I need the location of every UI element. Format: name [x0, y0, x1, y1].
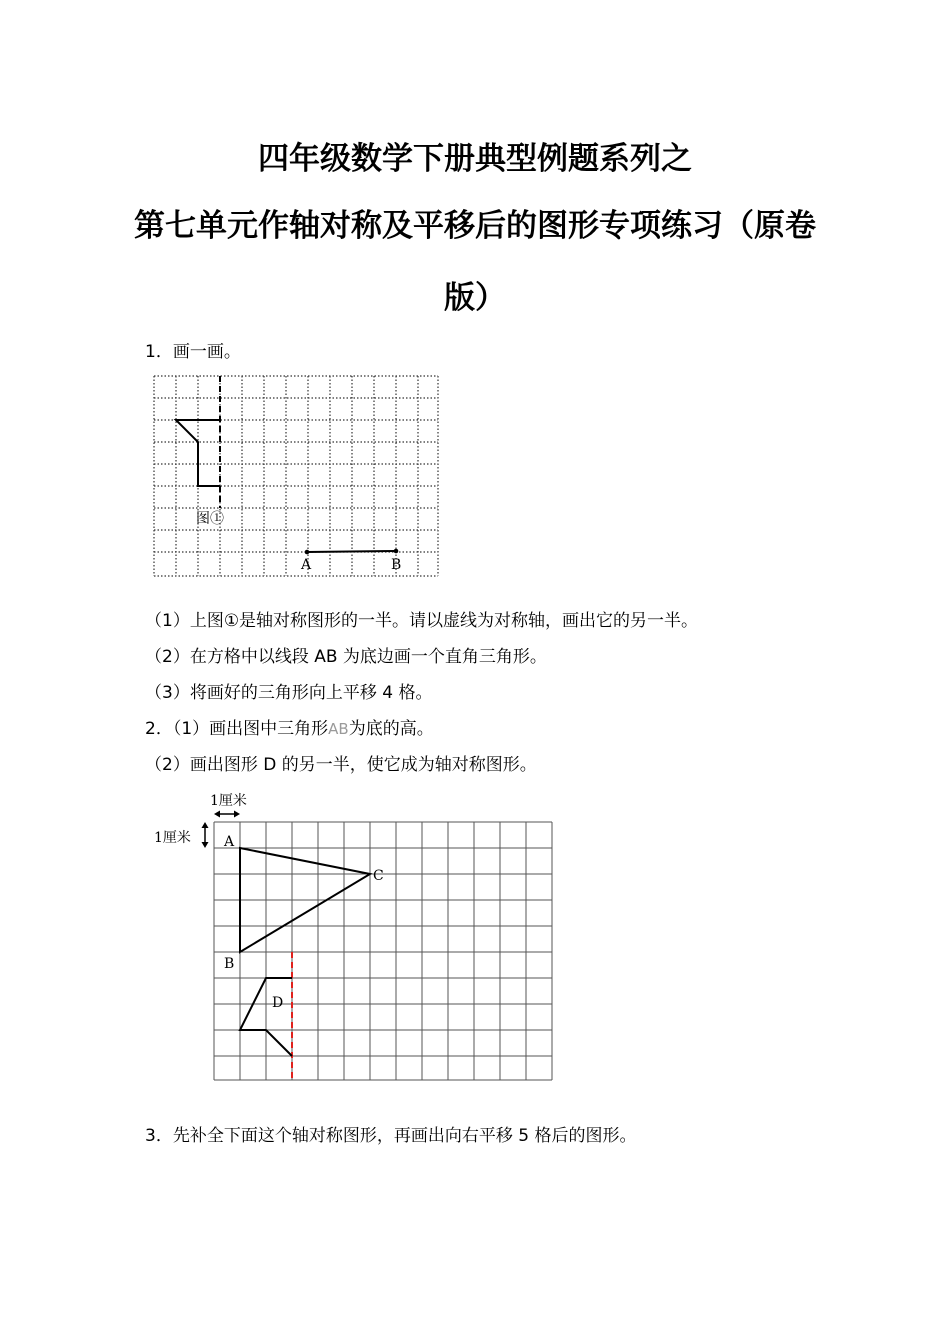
question-2-heading [145, 714, 434, 739]
solid-grid [214, 822, 552, 1080]
question-1-part-2: （2）在方格中以线段 AB 为底边画一个直角三角形。 [145, 647, 547, 667]
point-a-label: A [301, 557, 312, 573]
title-line-2: 第七单元作轴对称及平移后的图形专项练习（原卷 [134, 208, 816, 244]
question-2-grid-figure [150, 786, 560, 1086]
unit-arrow-horizontal [214, 811, 240, 818]
question-1-part-3: （3）将画好的三角形向上平移 4 格。 [145, 683, 433, 703]
question-2-heading-pre: 2．（1）画出图中三角形 [145, 719, 329, 739]
question-1-part-1: （1）上图①是轴对称图形的一半。请以虚线为对称轴，画出它的另一半。 [145, 611, 699, 631]
question-2-heading-ab: AB [328, 720, 349, 738]
figure-1-label: 图① [196, 511, 224, 527]
unit-arrow-vertical [202, 822, 209, 848]
vertex-a-label: A [224, 834, 235, 850]
segment-ab [307, 551, 396, 552]
vertex-b-label: B [224, 956, 235, 972]
unit-label-vertical: 1厘米 [154, 830, 191, 846]
question-1-heading: 1．画一画。 [145, 342, 241, 362]
vertex-c-label: C [373, 868, 384, 884]
title-line-1: 四年级数学下册典型例题系列之 [258, 141, 692, 177]
question-2-part-2: （2）画出图形 D 的另一半，使它成为轴对称图形。 [145, 755, 537, 775]
question-3-heading: 3．先补全下面这个轴对称图形，再画出向右平移 5 格后的图形。 [145, 1126, 637, 1146]
question-1-grid-figure [150, 372, 445, 582]
point-b-dot [394, 549, 399, 554]
title-line-3: 版） [444, 280, 506, 316]
point-a-dot [305, 550, 310, 555]
unit-label-horizontal: 1厘米 [210, 793, 247, 809]
shape-d-label: D [272, 995, 284, 1011]
question-2-heading-post: 为底的高。 [348, 719, 434, 739]
dotted-grid [154, 376, 438, 576]
point-b-label: B [391, 557, 402, 573]
